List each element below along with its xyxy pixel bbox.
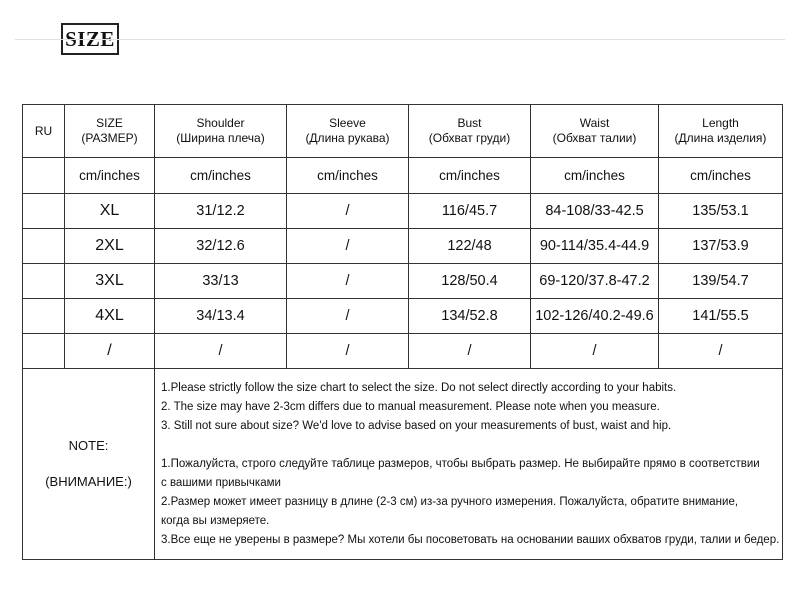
waist-cell: 84-108/33-42.5: [531, 194, 659, 229]
unit-cell: cm/inches: [531, 158, 659, 194]
length-cell: 135/53.1: [659, 194, 783, 229]
sleeve-cell: /: [287, 299, 409, 334]
waist-cell: 102-126/40.2-49.6: [531, 299, 659, 334]
shoulder-cell: 33/13: [155, 264, 287, 299]
length-cell: /: [659, 334, 783, 369]
header-sleeve: Sleeve (Длина рукава): [287, 105, 409, 158]
note-row: [23, 369, 783, 560]
sleeve-cell: /: [287, 229, 409, 264]
size-cell: 3XL: [65, 264, 155, 299]
length-cell: 139/54.7: [659, 264, 783, 299]
note-en-line: 2. The size may have 2-3cm differs due to manual measurement. Please note when you measure.: [161, 400, 660, 413]
unit-cell: cm/inches: [409, 158, 531, 194]
table-row: [23, 229, 783, 264]
size-cell: /: [65, 334, 155, 369]
top-divider: [15, 39, 785, 40]
waist-cell: 69-120/37.8-47.2: [531, 264, 659, 299]
header-waist: Waist (Обхват талии): [531, 105, 659, 158]
header-ru: RU: [23, 105, 65, 158]
unit-cell: [23, 158, 65, 194]
sleeve-cell: /: [287, 334, 409, 369]
shoulder-cell: 34/13.4: [155, 299, 287, 334]
note-ru-line: 2.Размер может имеет разницу в длине (2-3 см) из-за ручного измерения. Пожалуйста, обратите внимание,: [161, 495, 739, 508]
note-label: [23, 369, 155, 560]
bust-cell: 116/45.7: [409, 194, 531, 229]
header-length: Length (Длина изделия): [659, 105, 783, 158]
sleeve-cell: /: [287, 264, 409, 299]
unit-cell: cm/inches: [287, 158, 409, 194]
note-label-en: NOTE:: [68, 438, 109, 453]
length-cell: 141/55.5: [659, 299, 783, 334]
note-label-ru: (ВНИМАНИЕ:): [45, 474, 132, 489]
ru-cell: [23, 299, 65, 334]
header-size: SIZE (РАЗМЕР): [65, 105, 155, 158]
note-en-line: 3. Still not sure about size? We'd love to advise based on your measurements of bust, waist and hip.: [161, 419, 672, 432]
size-chart-table: [22, 104, 783, 560]
unit-cell: cm/inches: [659, 158, 783, 194]
note-ru-line: 1.Пожалуйста, строго следуйте таблице размеров, чтобы выбрать размер. Не выбирайте прямо в соответствии: [161, 457, 760, 470]
shoulder-cell: 32/12.6: [155, 229, 287, 264]
table-row: [23, 299, 783, 334]
unit-row: [23, 158, 783, 194]
size-cell: 2XL: [65, 229, 155, 264]
bust-cell: 122/48: [409, 229, 531, 264]
bust-cell: 128/50.4: [409, 264, 531, 299]
unit-cell: cm/inches: [155, 158, 287, 194]
unit-cell: cm/inches: [65, 158, 155, 194]
note-text: [155, 369, 783, 560]
table-row: [23, 264, 783, 299]
note-ru-line: с вашими привычками: [161, 476, 281, 489]
sleeve-cell: /: [287, 194, 409, 229]
ru-cell: [23, 264, 65, 299]
bust-cell: /: [409, 334, 531, 369]
note-ru-line: 3.Все еще не уверены в размере? Мы хотели бы посоветовать на основании ваших обхватов груди, талии и бедер.: [161, 533, 780, 546]
waist-cell: /: [531, 334, 659, 369]
waist-cell: 90-114/35.4-44.9: [531, 229, 659, 264]
header-shoulder: Shoulder (Ширина плеча): [155, 105, 287, 158]
size-cell: XL: [65, 194, 155, 229]
shoulder-cell: /: [155, 334, 287, 369]
ru-cell: [23, 194, 65, 229]
header-row: [23, 105, 783, 158]
note-ru-line: когда вы измеряете.: [161, 514, 270, 527]
shoulder-cell: 31/12.2: [155, 194, 287, 229]
ru-cell: [23, 229, 65, 264]
note-en-line: 1.Please strictly follow the size chart to select the size. Do not select directly according to your habits.: [161, 381, 677, 394]
table-row: [23, 194, 783, 229]
size-title-badge: SIZE: [61, 23, 119, 55]
length-cell: 137/53.9: [659, 229, 783, 264]
table-row: [23, 334, 783, 369]
size-cell: 4XL: [65, 299, 155, 334]
header-bust: Bust (Обхват груди): [409, 105, 531, 158]
ru-cell: [23, 334, 65, 369]
bust-cell: 134/52.8: [409, 299, 531, 334]
